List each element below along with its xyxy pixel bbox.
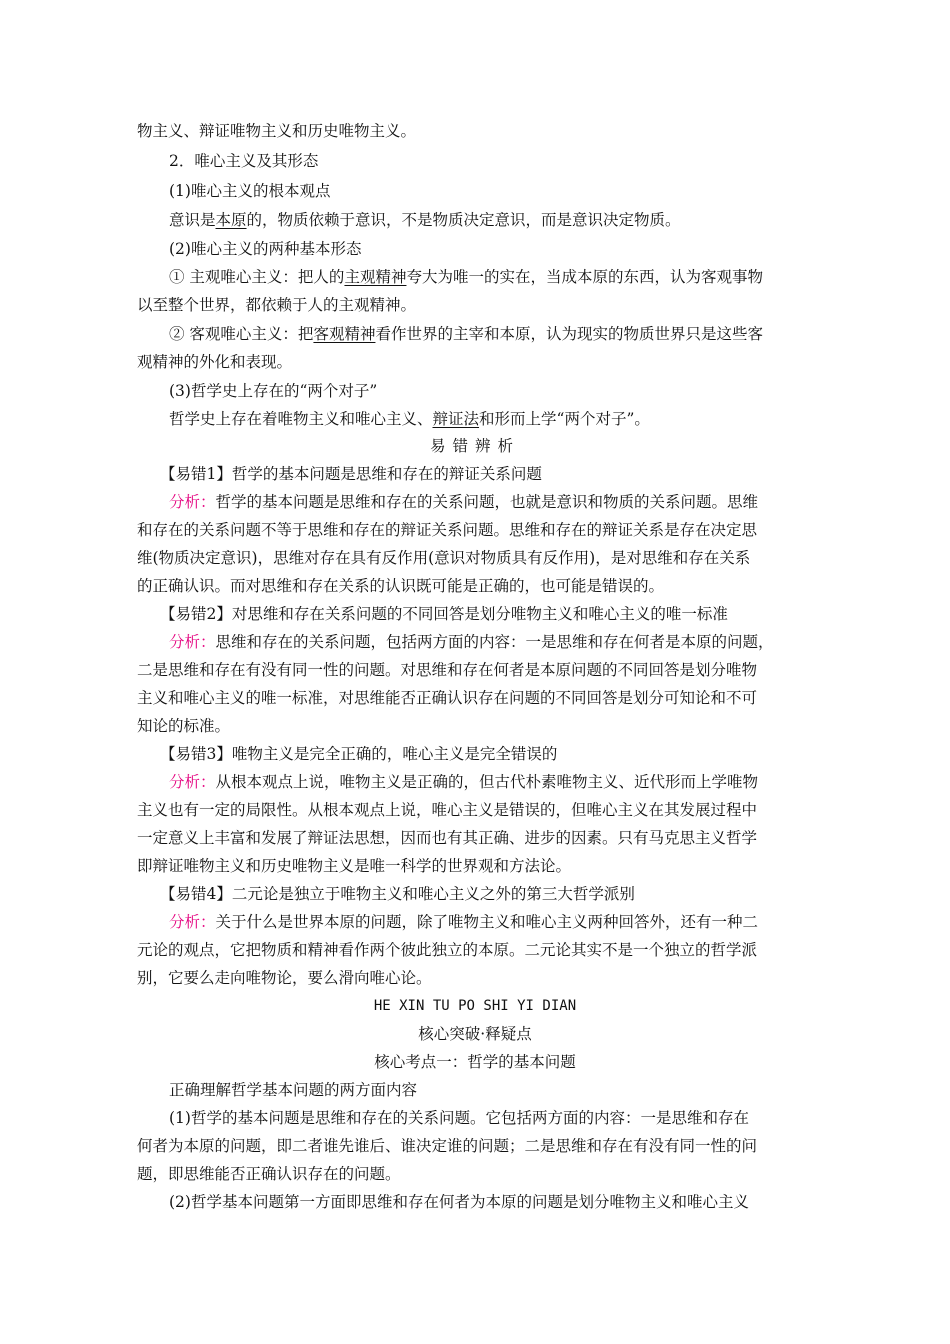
text-segment: 即辩证唯物主义和历史唯物主义是唯一科学的世界观和方法论。 <box>137 857 572 875</box>
underlined-term: 本原 <box>215 211 247 229</box>
text-segment: 2．唯心主义及其形态 <box>169 152 319 170</box>
text-segment: 看作世界的主宰和本原，认为现实的物质世界只是这些客 <box>375 325 763 343</box>
text-line <box>137 352 292 372</box>
section-subtitle <box>0 1052 950 1072</box>
text-segment: 核心突破·释疑点 <box>418 1025 532 1043</box>
analysis-line <box>169 492 758 512</box>
text-segment: 的，物质依赖于意识，不是物质决定意识，而是意识决定物质。 <box>246 211 681 229</box>
text-segment: 观精神的外化和表现。 <box>137 353 293 371</box>
text-line <box>137 800 757 820</box>
analysis-label: 分析： <box>169 633 216 651</box>
underlined-term: 主观精神 <box>344 268 407 286</box>
text-segment: 【易错4】二元论是独立于唯物主义和唯心主义之外的第三大哲学派别 <box>160 885 635 903</box>
text-segment: 关于什么是世界本原的问题，除了唯物主义和唯心主义两种回答外，还有一种二 <box>215 913 759 931</box>
text-segment: 哲学史上存在着唯物主义和唯心主义、 <box>169 410 433 428</box>
text-line <box>137 295 416 315</box>
text-line <box>137 121 416 141</box>
subheading <box>169 239 361 259</box>
text-segment: 维(物质决定意识)，思维对存在具有反作用(意识对物质具有反作用)，是对思维和存在关系 <box>137 549 751 567</box>
text-segment: (1)唯心主义的根本观点 <box>169 182 331 200</box>
text-segment: 哲学的基本问题是思维和存在的关系问题，也就是意识和物质的关系问题。思维 <box>215 493 759 511</box>
text-segment: 【易错2】对思维和存在关系问题的不同回答是划分唯物主义和唯心主义的唯一标准 <box>160 605 728 623</box>
underlined-term: 辩证法 <box>432 410 480 428</box>
text-line <box>137 716 230 736</box>
error-item-heading <box>160 604 728 624</box>
error-item-heading <box>160 464 542 484</box>
text-segment: 意识是 <box>169 211 216 229</box>
text-line <box>169 1192 749 1212</box>
text-line <box>137 688 757 708</box>
text-line <box>137 1136 757 1156</box>
text-segment: 别，它要么走向唯物论，要么滑向唯心论。 <box>137 969 432 987</box>
text-line <box>137 1164 401 1184</box>
text-segment: (2)哲学基本问题第一方面即思维和存在何者为本原的问题是划分唯物主义和唯心主义 <box>169 1193 749 1211</box>
text-segment: (3)哲学史上存在的“两个对子” <box>169 382 378 400</box>
text-segment: 二是思维和存在有没有同一性的问题。对思维和存在何者是本原问题的不同回答是划分唯物 <box>137 661 758 679</box>
text-line <box>137 940 757 960</box>
text-line <box>169 409 650 429</box>
text-segment: 夸大为唯一的实在，当成本原的东西，认为客观事物 <box>406 268 763 286</box>
section-title <box>0 436 950 456</box>
subheading <box>169 181 330 201</box>
error-item-heading <box>160 884 635 904</box>
subheading <box>169 381 377 401</box>
text-segment: 元论的观点，它把物质和精神看作两个彼此独立的本原。二元论其实不是一个独立的哲学派 <box>137 941 758 959</box>
text-segment: 【易错3】唯物主义是完全正确的，唯心主义是完全错误的 <box>160 745 558 763</box>
text-segment: 物主义、辩证唯物主义和历史唯物主义。 <box>137 122 417 140</box>
text-segment: 一定意义上丰富和发展了辩证法思想，因而也有其正确、进步的因素。只有马克思主义哲学 <box>137 829 758 847</box>
text-line <box>169 1080 417 1100</box>
text-line <box>169 210 681 230</box>
text-segment: 题，即思维能否正确认识存在的问题。 <box>137 1165 401 1183</box>
pinyin-title <box>0 996 950 1016</box>
text-line <box>169 1108 749 1128</box>
text-segment: 易错辨析 <box>429 437 520 455</box>
text-line <box>137 520 757 540</box>
text-segment: 何者为本原的问题，即二者谁先谁后、谁决定谁的问题；二是思维和存在有没有同一性的问 <box>137 1137 758 1155</box>
error-item-heading <box>160 744 557 764</box>
text-segment: 思维和存在的关系问题，包括两方面的内容：一是思维和存在何者是本原的问题， <box>215 633 774 651</box>
text-segment: (1)哲学的基本问题是思维和存在的关系问题。它包括两方面的内容：一是思维和存在 <box>169 1109 749 1127</box>
analysis-line <box>169 912 758 932</box>
text-segment: ① 主观唯心主义：把人的 <box>169 268 345 286</box>
text-line <box>137 968 432 988</box>
analysis-label: 分析： <box>169 493 216 511</box>
text-segment: 和形而上学“两个对子”。 <box>479 410 650 428</box>
text-line <box>137 576 664 596</box>
underlined-term: 客观精神 <box>313 325 376 343</box>
analysis-line <box>169 632 774 652</box>
text-line <box>169 324 763 344</box>
text-segment: 知论的标准。 <box>137 717 231 735</box>
text-segment: ② 客观唯心主义：把 <box>169 325 314 343</box>
analysis-label: 分析： <box>169 913 216 931</box>
text-segment: 以至整个世界，都依赖于人的主观精神。 <box>137 296 417 314</box>
text-segment: 和存在的关系问题不等于思维和存在的辩证关系问题。思维和存在的辩证关系是存在决定思 <box>137 521 758 539</box>
text-line <box>137 548 750 568</box>
text-line <box>137 828 757 848</box>
text-segment: 核心考点一：哲学的基本问题 <box>374 1053 576 1071</box>
text-segment: 从根本观点上说，唯物主义是正确的，但古代朴素唯物主义、近代形而上学唯物 <box>215 773 759 791</box>
analysis-line <box>169 772 758 792</box>
section-heading <box>169 151 318 171</box>
text-line <box>137 660 757 680</box>
text-segment: (2)唯心主义的两种基本形态 <box>169 240 362 258</box>
text-segment: 正确理解哲学基本问题的两方面内容 <box>169 1081 418 1099</box>
section-title <box>0 1024 950 1044</box>
text-line <box>169 267 763 287</box>
analysis-label: 分析： <box>169 773 216 791</box>
text-segment: 主义和唯心主义的唯一标准，对思维能否正确认识存在问题的不同回答是划分可知论和不可 <box>137 689 758 707</box>
text-segment: HE XIN TU PO SHI YI DIAN <box>373 998 577 1014</box>
text-segment: 【易错1】哲学的基本问题是思维和存在的辩证关系问题 <box>160 465 542 483</box>
text-segment: 的正确认识。而对思维和存在关系的认识既可能是正确的，也可能是错误的。 <box>137 577 665 595</box>
text-segment: 主义也有一定的局限性。从根本观点上说，唯心主义是错误的，但唯心主义在其发展过程中 <box>137 801 758 819</box>
text-line <box>137 856 571 876</box>
